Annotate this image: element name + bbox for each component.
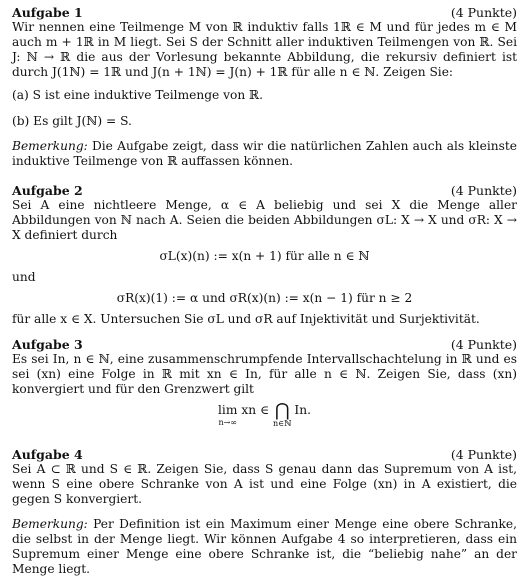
- task-1-text: Wir nennen eine Teilmenge M von ℝ induktiv falls 1ℝ ∈ M und für jedes m ∈ M auch m + 1ℝ in M liegt. Sei S der Schnitt aller induktiven Teilmengen von ℝ. Sei J: ℕ → ℝ die aus der Vorlesung bekannte Abbildung, die rekursiv definiert ist durch J(1ℕ) = 1ℝ und J(n + 1ℕ) = J(n) + 1ℝ für alle n ∈ ℕ. Zeigen Sie:: [12, 20, 517, 79]
- task-1-title: Aufgabe 1: [12, 5, 83, 20]
- exercise-sheet: [12, 5, 517, 577]
- intersection-subscript: n∈ℕ: [273, 419, 292, 428]
- task-4-title: Aufgabe 4: [12, 447, 83, 462]
- intersection-symbol: ⋂: [274, 400, 290, 421]
- task-2-und: und: [12, 270, 36, 284]
- task-4-header: [12, 447, 517, 462]
- task-4-text: Sei A ⊂ ℝ und S ∈ ℝ. Zeigen Sie, dass S genau dann das Supremum von A ist, wenn S eine obere Schranke von A ist und eine Folge (xn) in A existiert, die gegen S konvergiert.: [12, 462, 517, 506]
- limit-word: lim: [218, 403, 238, 417]
- task-1-points: (4 Punkte): [450, 5, 517, 20]
- task-4-remark-text: Per Definition ist ein Maximum einer Menge eine obere Schranke, die selbst in der Menge liegt. Wir können Aufgabe 4 so interpretieren, dass ein Supremum einer Menge eine obere Schranke ist, die “beliebig nahe” an der Menge liegt.: [12, 517, 517, 576]
- task-1-item-b: (b) Es gilt J(ℕ) = S.: [12, 114, 132, 128]
- task-1-item-a: (a) S ist eine induktive Teilmenge von ℝ.: [12, 88, 264, 102]
- limit-subscript: n→∞: [218, 418, 237, 427]
- task-2-formula-sigma-r: σR(x)(1) := α und σR(x)(n) := x(n − 1) für n ≥ 2: [116, 291, 413, 305]
- task-3-points: (4 Punkte): [450, 337, 517, 352]
- task-1: [12, 5, 517, 169]
- task-2-header: [12, 183, 517, 198]
- intersection-expression: In.: [294, 403, 311, 417]
- task-3-title: Aufgabe 3: [12, 337, 83, 352]
- task-1-header: [12, 5, 517, 20]
- task-4: [12, 447, 517, 577]
- task-2-formula-sigma-l: σL(x)(n) := x(n + 1) für alle n ∈ ℕ: [159, 249, 370, 263]
- task-2-text: Sei A eine nichtleere Menge, α ∈ A beliebig und sei X die Menge aller Abbildungen von ℕ nach A. Seien die beiden Abbildungen σL: X → X und σR: X → X definiert durch: [12, 198, 517, 242]
- task-1-remark-text: Die Aufgabe zeigt, dass wir die natürlichen Zahlen auch als kleinste induktive Teilmenge von ℝ auffassen können.: [12, 139, 517, 168]
- task-2: [12, 183, 517, 327]
- limit-expression: xn ∈: [241, 403, 270, 417]
- task-2-title: Aufgabe 2: [12, 183, 83, 198]
- task-1-remark-label: Bemerkung:: [12, 139, 88, 153]
- task-4-remark-label: Bemerkung:: [12, 517, 88, 531]
- task-4-points: (4 Punkte): [450, 447, 517, 462]
- task-3: [12, 337, 517, 435]
- task-1-remark: [12, 139, 517, 169]
- task-3-header: [12, 337, 517, 352]
- task-2-text-2: für alle x ∈ X. Untersuchen Sie σL und σR auf Injektivität und Surjektivität.: [12, 312, 480, 326]
- task-2-points: (4 Punkte): [450, 183, 517, 198]
- task-4-remark: [12, 517, 517, 577]
- task-3-text: Es sei In, n ∈ ℕ, eine zusammenschrumpfende Intervallschachtelung in ℝ und es sei (xn) eine Folge in ℝ mit xn ∈ In, für alle n ∈ ℕ. Zeigen Sie, dass (xn) konvergiert und für den Grenzwert gilt: [12, 352, 517, 396]
- task-3-limit-formula: [12, 400, 517, 435]
